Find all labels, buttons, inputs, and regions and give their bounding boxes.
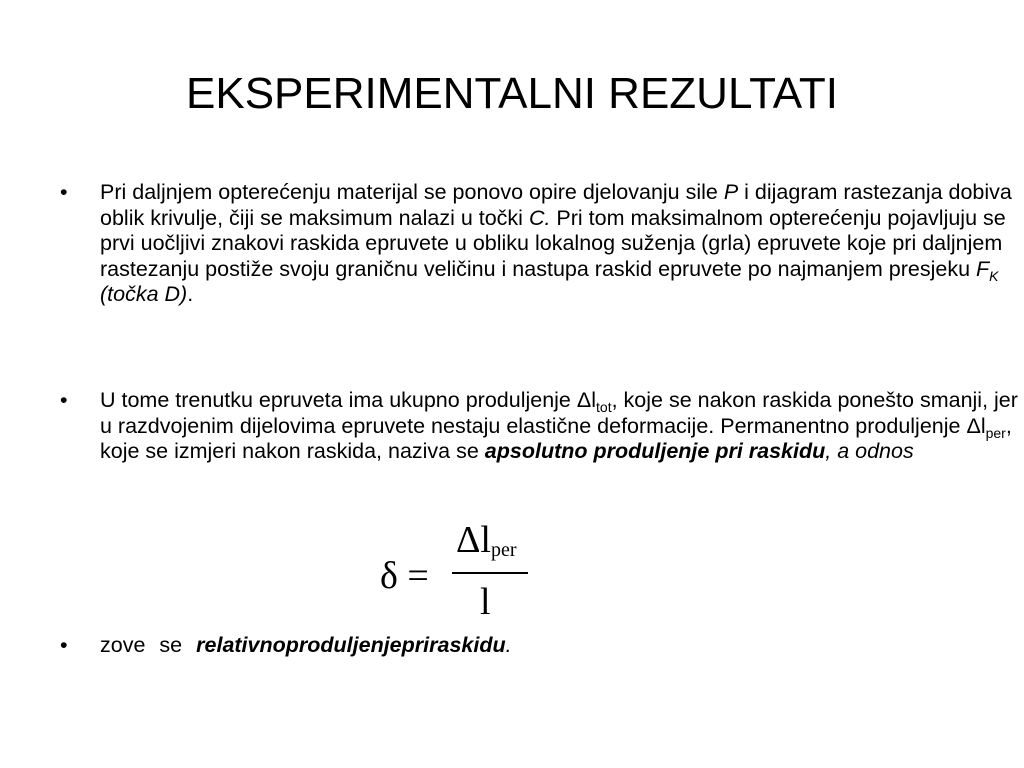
relative-elongation-formula [380,518,540,628]
formula-numerator-main: Δl [456,519,491,561]
bullet1-text-2: i dijagram rastezanja dobiva oblik krivulje, čiji se maksimum nalazi u točki [100,180,1012,230]
fraction-bar [452,572,528,574]
bullet1-symbol-c: C. [528,205,551,230]
bullet3-bold-1: relativno [196,633,286,657]
bullet-paragraph-2 [60,388,1020,465]
bullet1-symbol-p: P [723,180,739,204]
bullet-marker: • [60,180,68,204]
bullet2-text-3: , koje se izmjeri nakon raskida, naziva se [100,413,1012,464]
bullet2-comma: , a odnos [825,439,914,464]
bullet2-bold-term: apsolutno produljenje pri raskidu [484,439,826,464]
bullet1-text-1: Pri daljnjem opterećenju materijal se ponovo opire djelovanju sile [100,180,724,204]
bullet2-text-1: U tome trenutku epruveta ima ukupno produljenje Δl [100,388,597,412]
bullet3-word-2: se [159,633,183,657]
bullet3-word-1: zove [100,633,146,657]
bullet3-bold-3: pri [401,633,430,657]
bullet-paragraph-3 [60,633,1020,659]
slide-title: EKSPERIMENTALNI REZULTATI [186,69,838,118]
bullet-marker: • [60,388,68,412]
bullet1-point-d: (točka D) [100,282,188,307]
bullet3-bold-2: produljenje [285,633,402,657]
bullet1-symbol-f: F [976,256,990,281]
bullet2-sub-tot: tot [596,399,612,415]
formula-denominator: l [480,581,491,623]
formula-numerator-sub: per [491,539,517,561]
bullet1-symbol-f-sub: K [989,267,999,284]
formula-lhs: δ = [380,555,429,597]
bullet-paragraph-1 [60,180,1020,308]
bullet3-period: . [505,633,512,657]
formula-numerator [456,518,517,562]
bullet1-text-3: Pri tom maksimalnom opterećenju pojavljuju se prvi uočljivi znakovi raskida epruvete u obliku lokalnog suženja (grla) epruvete koje pri daljnjem rastezanju postiže svoju graničnu veličinu i nastupa raskid epruvete po najmanjem presjeku [100,205,1006,281]
bullet3-bold-4: raskidu [429,633,506,657]
bullet1-period: . [187,282,194,307]
bullet2-text-2: , koje se nakon raskida ponešto smanji, jer u razdvojenim dijelovima epruvete nestaju elastične deformacije. Permanentno produljenje Δl [100,388,1018,438]
bullet-marker: • [60,633,68,657]
bullet2-sub-per: per [985,424,1006,441]
